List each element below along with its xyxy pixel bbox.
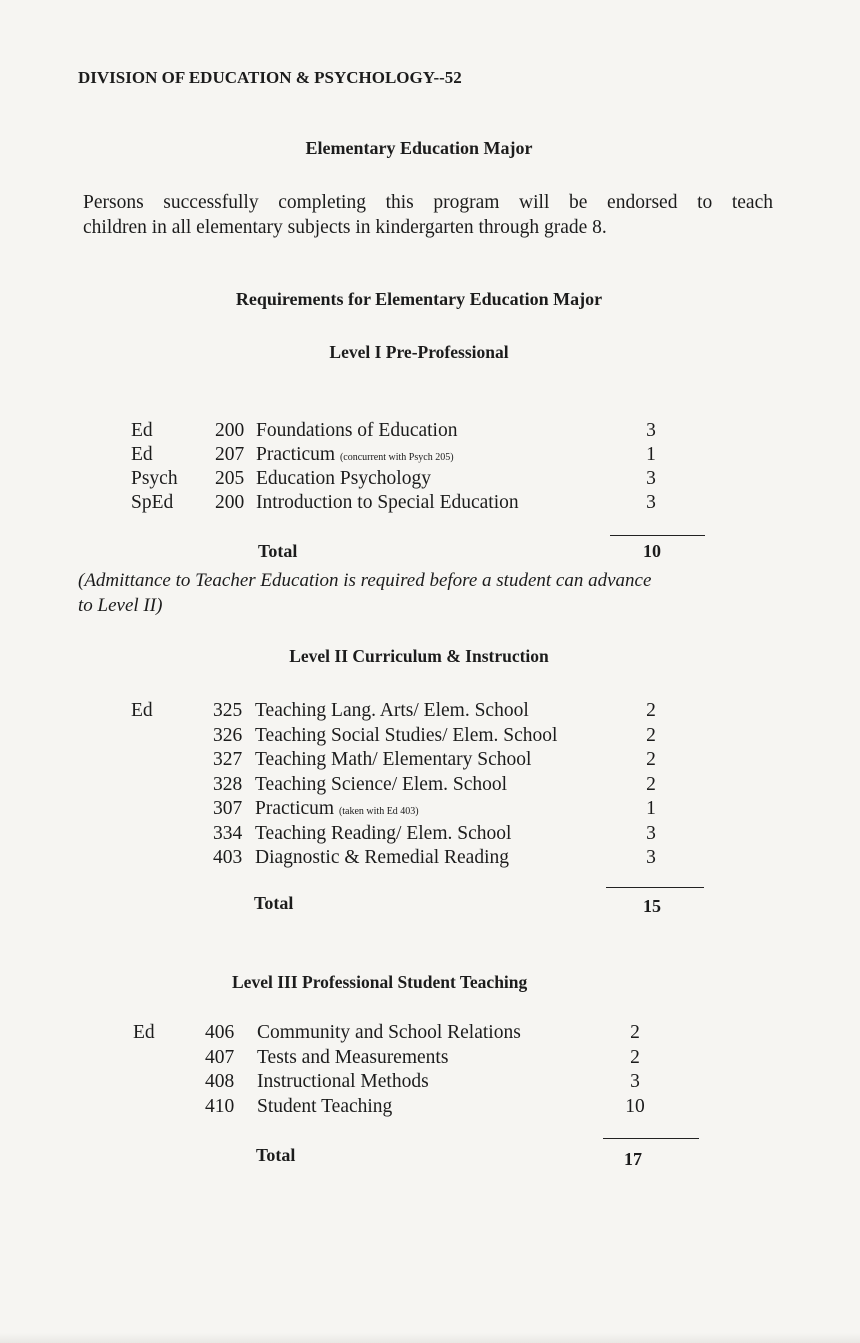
course-credits: 2 bbox=[646, 749, 656, 770]
course-dept: SpEd bbox=[131, 492, 174, 513]
course-number: 200 bbox=[215, 420, 245, 441]
course-credits: 2 bbox=[630, 1046, 640, 1068]
course-number: 307 bbox=[213, 798, 243, 819]
course-title bbox=[255, 823, 511, 845]
intro-line: children in all elementary subjects in kindergarten through grade 8. bbox=[83, 217, 607, 238]
course-title bbox=[257, 1096, 392, 1118]
course-dept: Psych bbox=[131, 468, 178, 489]
course-number: 328 bbox=[213, 773, 243, 795]
level2-title: Level II Curriculum & Instruction bbox=[289, 646, 549, 666]
course-number: 326 bbox=[213, 724, 243, 746]
major-title: Elementary Education Major bbox=[305, 138, 533, 158]
course-row bbox=[131, 492, 751, 517]
course-number: 325 bbox=[213, 700, 243, 721]
course-row bbox=[131, 468, 751, 493]
course-credits: 10 bbox=[625, 1095, 645, 1117]
course-number: 205 bbox=[215, 468, 245, 489]
course-name: Instructional Methods bbox=[257, 1071, 429, 1092]
course-credits: 3 bbox=[630, 1071, 640, 1092]
course-note: (concurrent with Psych 205) bbox=[339, 452, 454, 463]
course-title bbox=[256, 420, 457, 442]
course-name: Practicum bbox=[255, 798, 335, 819]
course-number: 327 bbox=[213, 749, 243, 770]
level1-total-value: 10 bbox=[643, 541, 661, 561]
course-number: 407 bbox=[205, 1046, 235, 1068]
course-number: 408 bbox=[205, 1071, 235, 1092]
intro-paragraph bbox=[83, 190, 773, 240]
course-name: Education Psychology bbox=[256, 468, 431, 489]
level3-total-label: Total bbox=[256, 1145, 296, 1165]
course-name: Teaching Lang. Arts/ Elem. School bbox=[255, 700, 529, 721]
course-credits: 3 bbox=[646, 822, 656, 844]
course-title bbox=[255, 798, 419, 820]
course-credits: 3 bbox=[646, 847, 656, 868]
course-row bbox=[131, 700, 751, 725]
page-header: DIVISION OF EDUCATION & PSYCHOLOGY--52 bbox=[78, 68, 462, 87]
course-title bbox=[255, 774, 507, 796]
course-number: 200 bbox=[215, 492, 245, 513]
course-number: 406 bbox=[205, 1022, 235, 1043]
course-title bbox=[257, 1047, 448, 1069]
course-row bbox=[131, 725, 751, 750]
course-row bbox=[131, 823, 751, 848]
page-edge-shadow bbox=[0, 1333, 860, 1343]
course-name: Diagnostic & Remedial Reading bbox=[255, 847, 509, 868]
course-row bbox=[133, 1047, 753, 1072]
course-credits: 2 bbox=[630, 1022, 640, 1043]
level3-total-rule bbox=[603, 1138, 699, 1139]
course-name: Community and School Relations bbox=[257, 1022, 521, 1043]
level1-total-label: Total bbox=[258, 541, 298, 561]
course-dept: Ed bbox=[133, 1022, 155, 1043]
intro-line: Persons successfully completing this program will be endorsed to teach bbox=[83, 192, 773, 213]
course-row bbox=[133, 1071, 753, 1096]
course-title bbox=[255, 847, 509, 869]
course-title bbox=[255, 700, 529, 722]
course-name: Introduction to Special Education bbox=[256, 492, 519, 513]
level2-total-rule bbox=[606, 887, 704, 888]
course-number: 334 bbox=[213, 822, 243, 844]
course-row bbox=[131, 444, 751, 469]
notice-line: to Level II) bbox=[78, 595, 163, 616]
course-row bbox=[131, 847, 751, 872]
course-name: Teaching Science/ Elem. School bbox=[255, 773, 508, 795]
level3-total-value: 17 bbox=[624, 1149, 642, 1169]
course-credits: 2 bbox=[646, 773, 656, 795]
course-credits: 3 bbox=[646, 468, 656, 489]
level3-title: Level III Professional Student Teaching bbox=[232, 972, 528, 992]
course-number: 410 bbox=[205, 1095, 235, 1117]
course-credits: 1 bbox=[646, 444, 656, 465]
level2-total-label: Total bbox=[254, 893, 294, 913]
course-number: 403 bbox=[213, 847, 243, 868]
notice-line: (Admittance to Teacher Education is required before a student can advance bbox=[78, 570, 652, 591]
course-title bbox=[255, 725, 557, 747]
course-title bbox=[256, 468, 431, 490]
course-note: (taken with Ed 403) bbox=[338, 806, 419, 817]
course-name: Teaching Math/ Elementary School bbox=[255, 749, 532, 770]
course-title bbox=[255, 749, 531, 771]
course-row bbox=[133, 1096, 753, 1121]
level1-title: Level I Pre-Professional bbox=[329, 342, 509, 362]
course-row bbox=[133, 1022, 753, 1047]
course-name: Tests and Measurements bbox=[257, 1046, 449, 1068]
course-title bbox=[256, 492, 519, 514]
course-row bbox=[131, 749, 751, 774]
course-credits: 2 bbox=[646, 700, 656, 721]
course-title bbox=[257, 1071, 429, 1093]
course-name: Foundations of Education bbox=[256, 420, 458, 441]
admittance-notice bbox=[78, 568, 768, 618]
course-name: Teaching Social Studies/ Elem. School bbox=[255, 724, 558, 746]
course-credits: 3 bbox=[646, 420, 656, 441]
requirements-title: Requirements for Elementary Education Major bbox=[235, 289, 603, 309]
course-credits: 3 bbox=[646, 492, 656, 513]
course-dept: Ed bbox=[131, 444, 153, 465]
course-row bbox=[131, 420, 751, 445]
course-credits: 2 bbox=[646, 724, 656, 746]
course-name: Practicum bbox=[256, 444, 336, 465]
course-dept: Ed bbox=[131, 420, 153, 441]
course-row bbox=[131, 774, 751, 799]
course-row bbox=[131, 798, 751, 823]
course-name: Teaching Reading/ Elem. School bbox=[255, 822, 512, 844]
course-title bbox=[256, 444, 454, 466]
course-credits: 1 bbox=[646, 798, 656, 819]
course-name: Student Teaching bbox=[257, 1095, 393, 1117]
course-title bbox=[257, 1022, 521, 1044]
course-dept: Ed bbox=[131, 700, 153, 721]
course-number: 207 bbox=[215, 444, 245, 465]
level1-total-rule bbox=[610, 535, 705, 536]
level2-total-value: 15 bbox=[643, 896, 661, 916]
